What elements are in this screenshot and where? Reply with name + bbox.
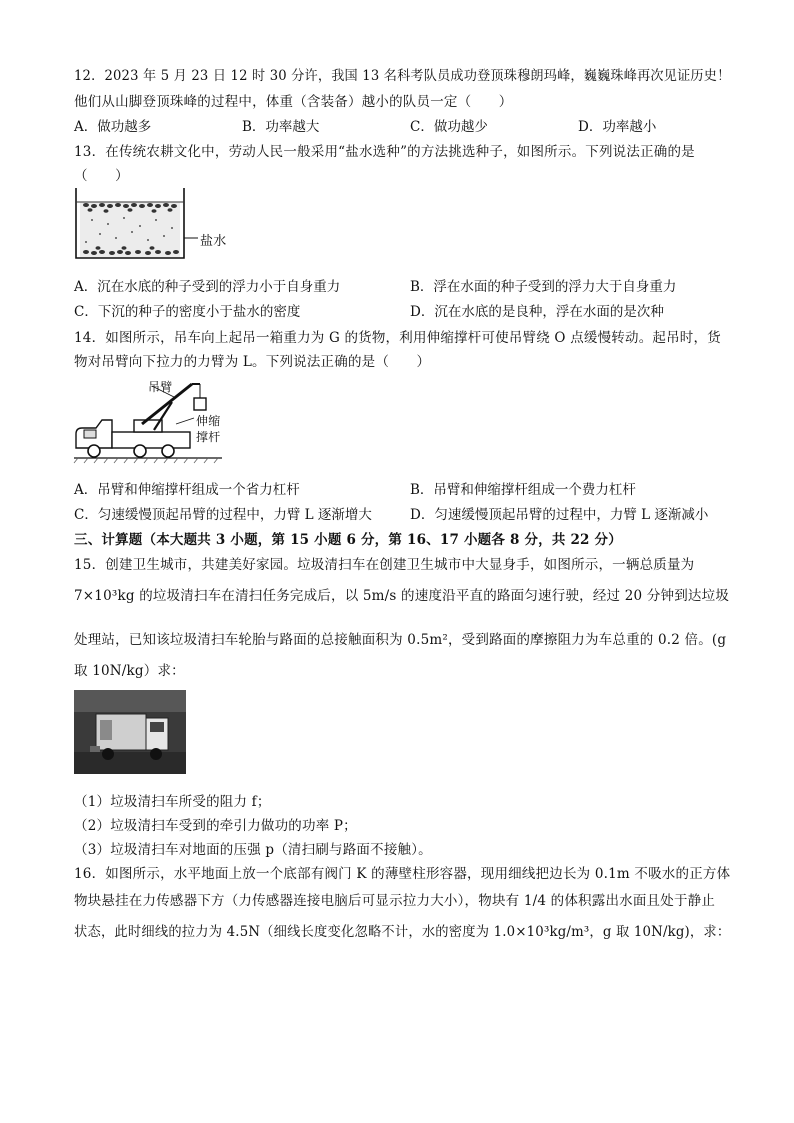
q14-option-c: C．匀速缓慢顶起吊臂的过程中，力臂 L 逐渐增大	[74, 507, 372, 523]
q12-option-a: A．做功越多	[74, 119, 152, 135]
q13-line2: （ ）	[74, 168, 129, 184]
q12-line2: 他们从山脚登顶珠峰的过程中，体重（含装备）越小的队员一定（ ）	[74, 94, 513, 110]
q16-line1: 16．如图所示，水平地面上放一个底部有阀门 K 的薄壁柱形容器，现用细线把边长为 0.1m 不吸水的正方体	[74, 866, 731, 882]
q15-line1: 15．创建卫生城市，共建美好家园。垃圾清扫车在创建卫生城市中大显身手，如图所示，一辆总质量为	[74, 557, 695, 573]
q13-option-c: C．下沉的种子的密度小于盐水的密度	[74, 304, 301, 320]
q15-line2: 7×10³kg 的垃圾清扫车在清扫任务完成后，以 5m/s 的速度沿平直的路面匀速行驶，经过 20 分钟到达垃圾	[74, 588, 730, 604]
q12-option-b: B．功率越大	[242, 119, 320, 135]
q15-sub3: （3）垃圾清扫车对地面的压强 p（清扫刷与路面不接触）。	[74, 842, 432, 858]
q14-option-a: A．吊臂和伸缩撑杆组成一个省力杠杆	[74, 482, 300, 498]
crane-boom-label: 吊臂	[148, 380, 173, 394]
section-3-heading: 三、计算题（本大题共 3 小题，第 15 小题 6 分，第 16、17 小题各 8 分，共 22 分）	[74, 532, 622, 548]
q14-option-d: D．匀速缓慢顶起吊臂的过程中，力臂 L 逐渐减小	[410, 507, 709, 523]
street-sweeper-photo	[74, 690, 186, 774]
q12-option-c: C．做功越少	[410, 119, 488, 135]
q13-line1: 13．在传统农耕文化中，劳动人民一般采用“盐水选种”的方法挑选种子，如图所示。下列说法正确的是	[74, 144, 695, 160]
q12-line1: 12．2023 年 5 月 23 日 12 时 30 分许，我国 13 名科考队员成功登顶珠穆朗玛峰，巍巍珠峰再次见证历史！	[74, 68, 731, 84]
q15-sub1: （1）垃圾清扫车所受的阻力 f；	[74, 794, 271, 810]
q16-line2: 物块悬挂在力传感器下方（力传感器连接电脑后可显示拉力大小），物块有 1/4 的体积露出水面且处于静止	[74, 893, 716, 909]
q14-line2: 物对吊臂向下拉力的力臂为 L。下列说法正确的是（ ）	[74, 354, 431, 370]
crane-telescopic-label-2: 撑杆	[196, 430, 221, 444]
crane-telescopic-label-1: 伸缩	[196, 414, 221, 428]
q13-option-a: A．沉在水底的种子受到的浮力小于自身重力	[74, 279, 341, 295]
q13-option-d: D．沉在水底的是良种，浮在水面的是次种	[410, 304, 664, 320]
q13-option-b: B．浮在水面的种子受到的浮力大于自身重力	[410, 279, 677, 295]
q15-line3: 处理站，已知该垃圾清扫车轮胎与路面的总接触面积为 0.5m²，受到路面的摩擦阻力为车总重的 0.2 倍。(g	[74, 632, 727, 648]
q15-line4: 取 10N/kg）求：	[74, 663, 185, 679]
salt-water-label: 盐水	[200, 234, 227, 249]
q16-line3: 状态，此时细线的拉力为 4.5N（细线长度变化忽略不计，水的密度为 1.0×10³kg/m³，g 取 10N/kg)，求：	[74, 924, 731, 940]
q14-option-b: B．吊臂和伸缩撑杆组成一个费力杠杆	[410, 482, 636, 498]
q15-sub2: （2）垃圾清扫车受到的牵引力做功的功率 P；	[74, 818, 357, 834]
salt-water-beaker-figure	[72, 186, 242, 262]
q12-option-d: D．功率越小	[578, 119, 657, 135]
q14-line1: 14．如图所示，吊车向上起吊一箱重力为 G 的货物，利用伸缩撑杆可使吊臂绕 O 点缓慢转动。起吊时，货	[74, 330, 721, 346]
